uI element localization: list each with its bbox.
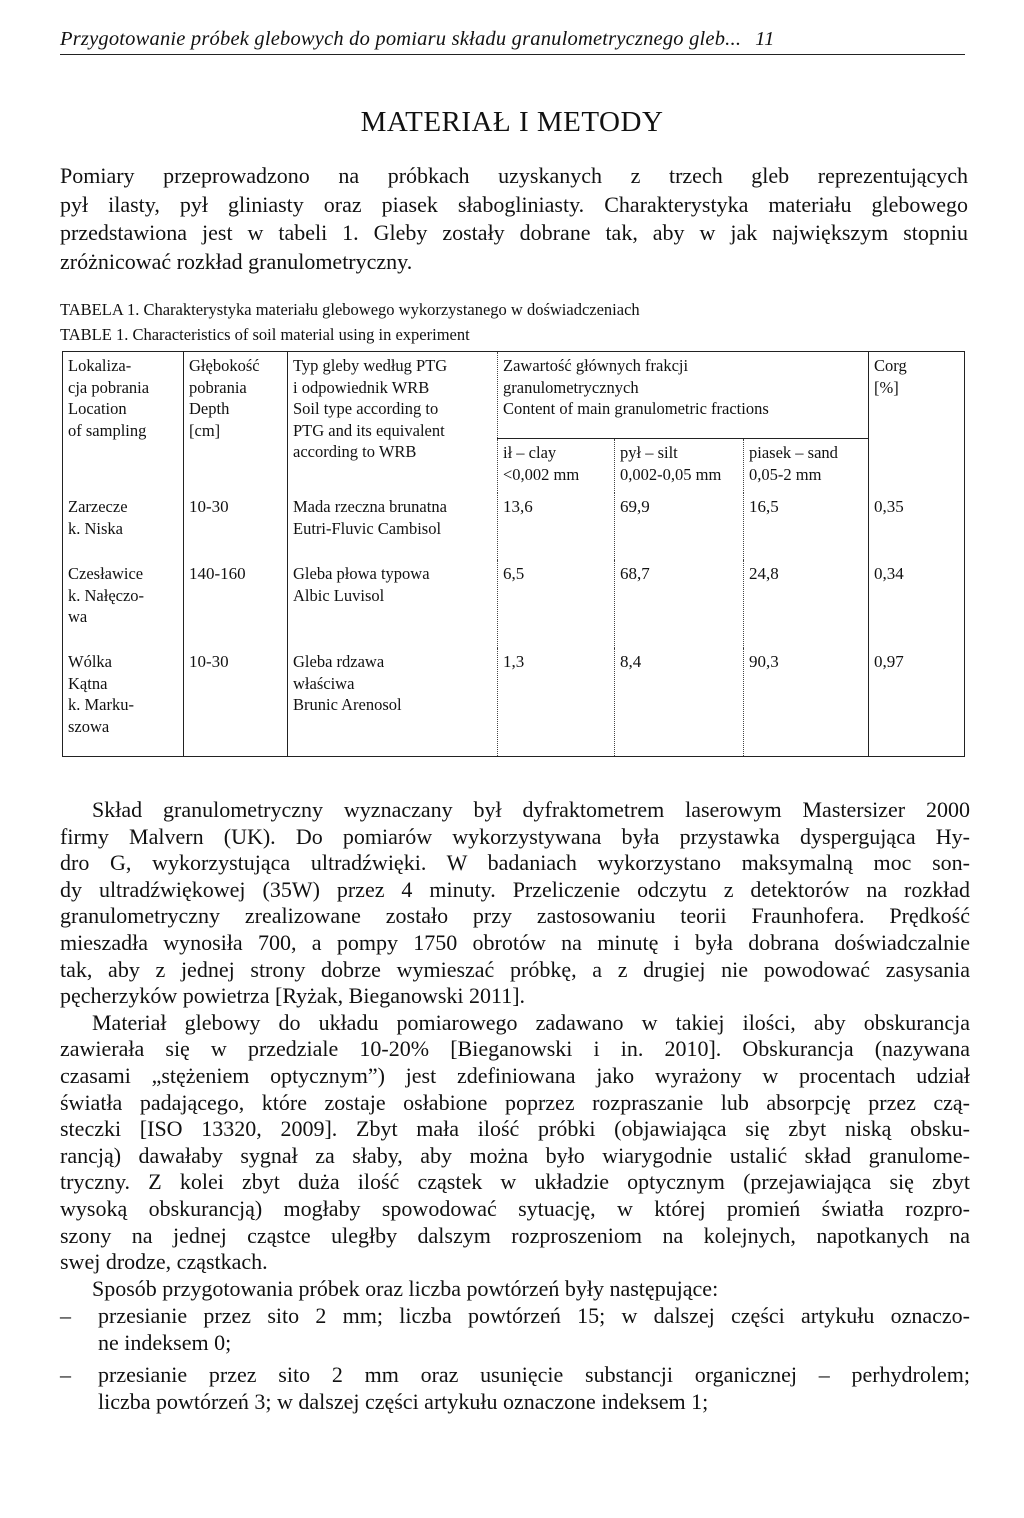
list-line: przesianie przez sito 2 mm; liczba powtórzeń 15; w dalszej części artykułu oznaczo- [98,1303,970,1328]
cell-depth: 10-30 [184,648,288,757]
table-header-row [63,352,965,439]
body-line: granulometryczny zrealizowane zostało przy zastosowaniu teorii Fraunhofera. Prędkość [60,903,970,929]
header-corg: Corg [%] [869,352,965,494]
body-line: Materiał glebowy do układu pomiarowego zadawano w takiej ilości, aby obskurancja [92,1009,970,1035]
cell-sand: 24,8 [744,560,869,648]
cell-depth: 140-160 [184,560,288,648]
table-caption-en: TABLE 1. Characteristics of soil material using in experiment [60,325,470,344]
cell-silt: 8,4 [615,648,744,757]
list-line: liczba powtórzeń 3; w dalszej części artykułu oznaczone indeksem 1; [98,1388,709,1414]
cell-soil-type: Gleba rdzawa właściwa Brunic Arenosol [288,648,498,757]
body-line: tryczny. Z kolei zbyt duża ilość cząstek w układzie optycznym (przejawiająca się zbyt [60,1169,970,1195]
cell-corg: 0,35 [869,493,965,560]
table-row [63,493,965,560]
header-silt: pył – silt 0,002-0,05 mm [615,439,744,494]
table-row [63,648,965,757]
body-line: światła padającego, które zostaje osłabione poprzez rozpraszanie lub absorpcję przez czą- [60,1089,970,1115]
cell-silt: 69,9 [615,493,744,560]
cell-soil-type: Mada rzeczna brunatna Eutri-Fluvic Cambisol [288,493,498,560]
intro-line: zróżnicować rozkład granulometryczny. [60,248,413,274]
body-line: Sposób przygotowania próbek oraz liczba powtórzeń były następujące: [92,1275,719,1301]
body-line: zawierała się w przedziale 10-20% [Bieganowski i in. 2010]. Obskurancja (nazywana [60,1036,970,1062]
intro-line: Pomiary przeprowadzono na próbkach uzyskanych z trzech gleb reprezentujących [60,163,968,188]
table-caption-pl: TABELA 1. Charakterystyka materiału glebowego wykorzystanego w doświadczeniach [60,300,640,319]
list-line: przesianie przez sito 2 mm oraz usunięcie substancji organicznej – perhydrolem; [98,1362,970,1388]
cell-corg: 0,34 [869,560,965,648]
intro-line: przedstawiona jest w tabeli 1. Gleby zostały dobrane tak, aby w jak największym stopniu [60,220,968,245]
cell-location: Zarzecze k. Niska [63,493,184,560]
list-item [60,1362,970,1415]
section-title: MATERIAŁ I METODY [360,106,664,138]
list-line: ne indeksem 0; [98,1329,232,1355]
header-soil-type: Typ gleby według PTG i odpowiednik WRB Soil type according to PTG and its equivalent according to WRB [288,352,498,494]
cell-location: Czesławice k. Nałęczo- wa [63,560,184,648]
body-line: dy ultradźwiękowej (35W) przez 4 minuty. Przeliczenie odczytu z detektorów na rozkład [60,876,970,902]
header-clay: ił – clay <0,002 mm [498,439,615,494]
intro-line: pył ilasty, pył gliniasty oraz piasek słabogliniasty. Charakterystyka materiału glebowego [60,191,968,217]
cell-clay: 1,3 [498,648,615,757]
cell-depth: 10-30 [184,493,288,560]
cell-sand: 16,5 [744,493,869,560]
cell-corg: 0,97 [869,648,965,757]
body-line: pęcherzyków powietrza [Ryżak, Bieganowski 2011]. [60,983,526,1009]
body-line: szony na jednej cząstce uległby dalszym rozproszeniom na kolejnych, napotkanych na [60,1222,970,1248]
body-text [60,797,970,1302]
list-dash: – [60,1303,71,1328]
running-header [60,28,965,55]
body-line: steczki [ISO 13320, 2009]. Zbyt mała ilość próbki (objawiająca się zbyt niską obsku- [60,1116,970,1142]
body-line: dro G, wykorzystująca ultradźwięki. W badaniach wykorzystano maksymalną moc son- [60,850,970,876]
header-sand: piasek – sand 0,05-2 mm [744,439,869,494]
cell-clay: 13,6 [498,493,615,560]
header-depth: Głębokość pobrania Depth [cm] [184,352,288,494]
page-number: 11 [755,28,775,50]
list-dash: – [60,1362,71,1388]
body-line: rancją) dawałaby sygnał za słaby, aby można było wiarygodnie ustalić skład granulome- [60,1142,970,1168]
body-line: tak, aby z jednej strony dobrze wymieszać próbkę, a z drugiej nie powodować zasysania [60,956,970,982]
preparation-list [60,1303,970,1415]
cell-clay: 6,5 [498,560,615,648]
body-line: wysoką obskurancją) mogłaby spowodować sytuację, w której promień światła rozpro- [60,1195,970,1221]
running-title: Przygotowanie próbek glebowych do pomiaru składu granulometrycznego gleb... [60,28,742,50]
cell-silt: 68,7 [615,560,744,648]
body-line: Skład granulometryczny wyznaczany był dyfraktometrem laserowym Mastersizer 2000 [92,797,970,822]
header-location: Lokaliza- cja pobrania Location of sampling [63,352,184,494]
table-row [63,560,965,648]
list-item [60,1303,970,1356]
body-line: mieszadła wynosiła 700, a pompy 1750 obrotów na minutę i była dobrana doświadczalnie [60,929,970,955]
body-line: firmy Malvern (UK). Do pomiarów wykorzystywana była przystawka dyspergująca Hy- [60,823,970,849]
body-line: czasami „stężeniem optycznym”) jest zdefiniowana jako wyrażony w procentach udział [60,1062,970,1088]
cell-location: Wólka Kątna k. Marku- szowa [63,648,184,757]
body-line: swej drodze, cząstkach. [60,1249,268,1275]
cell-sand: 90,3 [744,648,869,757]
header-fractions: Zawartość głównych frakcji granulometrycznych Content of main granulometric fractions [498,352,869,439]
intro-paragraph [60,162,968,276]
soil-characteristics-table [62,351,965,757]
cell-soil-type: Gleba płowa typowa Albic Luvisol [288,560,498,648]
